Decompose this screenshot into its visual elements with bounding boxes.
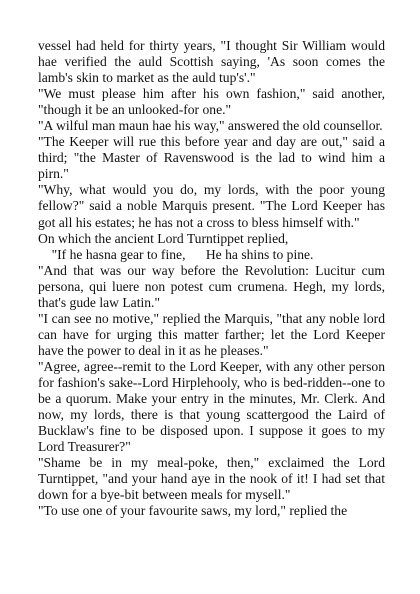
paragraph-marquis-reply: "I can see no motive," replied the Marquis, "that any noble lord can have for urging this matter farther; let the Lord Keeper have the power to deal in it as he pleases.": [38, 310, 385, 358]
paragraph-continuation: vessel had held for thirty years, "I thought Sir William would hae verified the auld Scottish saying, 'As soon comes the lamb's skin to market as the auld tup's'.": [38, 38, 385, 86]
paragraph-third-speaker: "The Keeper will rue this before year and day are out," said a third; "the Master of Ravenswood is the lad to wind him a pirn.": [38, 134, 385, 182]
paragraph-agree-remit: "Agree, agree--remit to the Lord Keeper, with any other person for fashion's sake--Lord Hirplehooly, who is bed-ridden--one to be a quorum. Make your entry in the minutes, Mr. Clerk. And now, my lords, there is that young scattergood the Laird of Bucklaw's fine to be disposed upon. I suppose it goes to my Lord Treasurer?": [38, 358, 385, 455]
page-text: [38, 38, 385, 519]
paragraph-favourite-saws: "To use one of your favourite saws, my lord," replied the: [38, 503, 348, 519]
paragraph-law-latin: "And that was our way before the Revolution: Lucitur cum persona, qui luere non potest cum crumena. Hegh, my lords, that's gude law Latin.": [38, 262, 385, 310]
paragraph-turntippet-intro: On which the ancient Lord Turntippet replied,: [38, 230, 289, 246]
verse-quote: "If he hasna gear to fine, He ha shins to pine.: [38, 246, 314, 262]
paragraph-meal-poke: "Shame be in my meal-poke, then," exclaimed the Lord Turntippet, "and your hand aye in the nook of it! I had set that down for a bye-bit between meals for mysell.": [38, 455, 385, 503]
paragraph-marquis: "Why, what would you do, my lords, with the poor young fellow?" said a noble Marquis present. "The Lord Keeper has got all his estates; he has not a cross to bless himself with.": [38, 182, 385, 230]
paragraph-another-speaker: "We must please him after his own fashion," said another, "though it be an unlooked-for one.": [38, 86, 385, 118]
paragraph-old-counsellor: "A wilful man maun hae his way," answered the old counsellor.: [38, 118, 383, 134]
